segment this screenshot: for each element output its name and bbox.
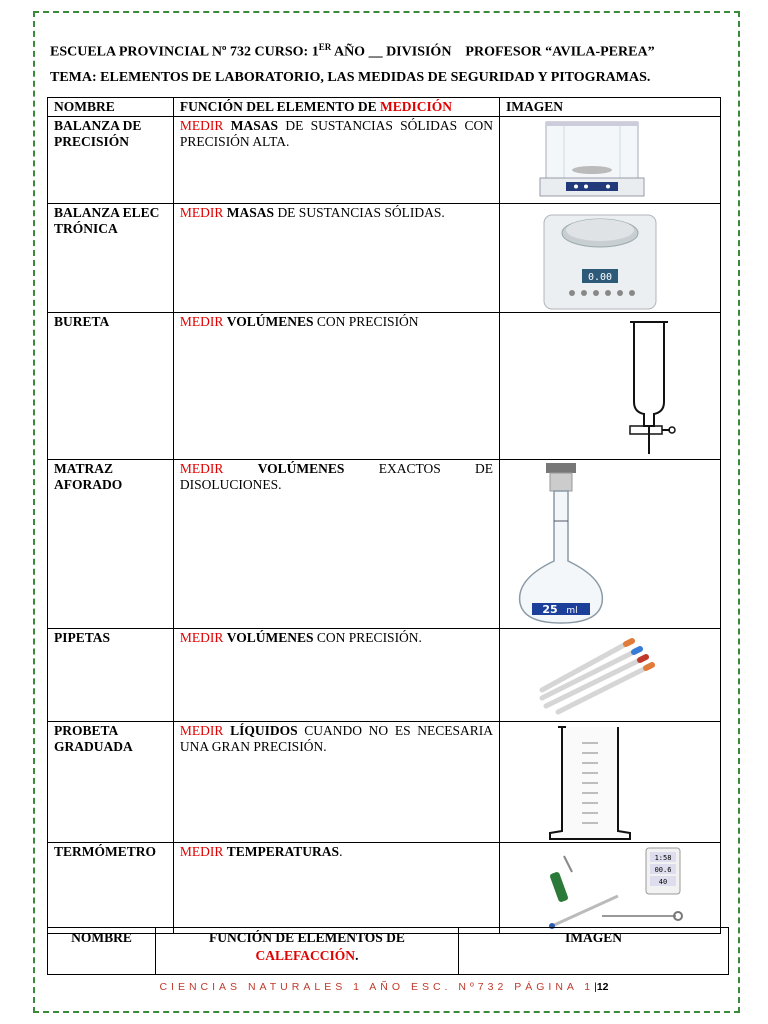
table-header-row (48, 98, 721, 117)
flask-volume-label: 25 (542, 603, 558, 616)
pipettes-image (506, 630, 666, 720)
element-name: PIPETAS (48, 629, 174, 722)
col-header-image: IMAGEN (459, 928, 729, 975)
element-function: MEDIR MASAS DE SUSTANCIAS SÓLIDAS. (173, 204, 499, 313)
volumetric-flask-image (506, 461, 616, 627)
image-cell (499, 204, 720, 313)
thermo-reading-2: 00.6 (654, 866, 672, 874)
image-cell (499, 843, 720, 934)
precision-balance-image (506, 118, 666, 202)
electronic-balance-image (506, 205, 666, 311)
table-row (48, 722, 721, 843)
element-function: MEDIR LÍQUIDOS CUANDO NO ES NECESARIA UNA GRAN PRECISIÓN. (173, 722, 499, 843)
table-row (48, 928, 729, 975)
col-header-function: FUNCIÓN DEL ELEMENTO DE MEDICIÓN (173, 98, 499, 117)
table-row (48, 843, 721, 934)
element-name: MATRAZ AFORADO (48, 460, 174, 629)
element-function: MEDIR MASAS DE SUSTANCIAS SÓLIDAS CON PRECISIÓN ALTA. (173, 117, 499, 204)
page-footer: CIENCIAS NATURALES 1 AÑO ESC. Nº732 PÁGINA 1|12 (159, 981, 609, 993)
graduated-cylinder-image (506, 723, 636, 841)
lab-elements-table (47, 97, 721, 934)
thermo-reading-3: 40 (658, 878, 668, 886)
col-header-name: NOMBRE (48, 928, 156, 975)
table-row (48, 460, 721, 629)
heating-elements-table (47, 927, 729, 975)
element-name: BURETA (48, 313, 174, 460)
image-cell (499, 722, 720, 843)
thermo-reading-1: 1:58 (654, 854, 672, 862)
element-function: MEDIR VOLÚMENES CON PRECISIÓN (173, 313, 499, 460)
header-topic: TEMA: ELEMENTOS DE LABORATORIO, LAS MEDIDAS DE SEGURIDAD Y PITOGRAMAS. (50, 70, 651, 85)
element-name: BALANZA DE PRECISIÓN (48, 117, 174, 204)
element-function: MEDIR VOLÚMENES CON PRECISIÓN. (173, 629, 499, 722)
table-row (48, 313, 721, 460)
image-cell (499, 117, 720, 204)
col-header-function: FUNCIÓN DE ELEMENTOS DE CALEFACCIÓN. (156, 928, 459, 975)
element-name: BALANZA ELECTRÓNICA (48, 204, 174, 313)
col-header-image: IMAGEN (499, 98, 720, 117)
element-name: PROBETA GRADUADA (48, 722, 174, 843)
header-school: ESCUELA PROVINCIAL Nº 732 CURSO: 1ER AÑO __ DIVISIÓN PROFESOR “AVILA-PEREA” (50, 42, 655, 60)
scale-reading: 0.00 (587, 272, 613, 283)
table-row (48, 629, 721, 722)
col-header-name: NOMBRE (48, 98, 174, 117)
table-row (48, 117, 721, 204)
flask-unit-label: ml (566, 606, 578, 616)
element-function: MEDIR TEMPERATURAS. (173, 843, 499, 934)
image-cell (499, 460, 720, 629)
image-cell (499, 313, 720, 460)
table-row (48, 204, 721, 313)
element-name: TERMÓMETRO (48, 843, 174, 934)
image-cell (499, 629, 720, 722)
burette-image (506, 314, 714, 458)
element-function: MEDIR VOLÚMENES EXACTOS DE DISOLUCIONES. (173, 460, 499, 629)
thermometers-image (506, 844, 714, 932)
